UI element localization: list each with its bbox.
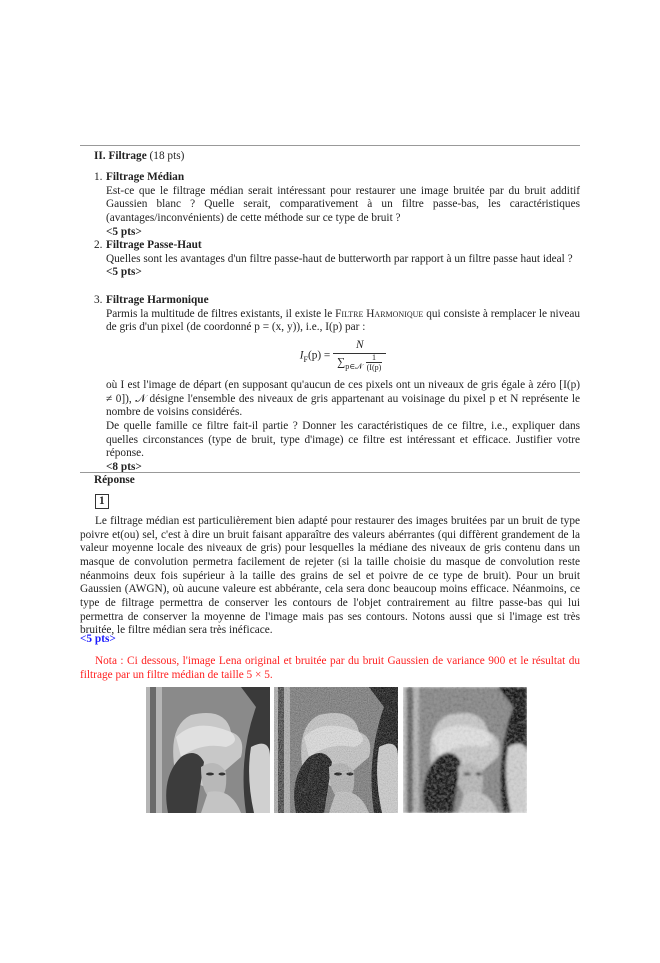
answer-points: <5 pts>: [80, 633, 116, 645]
formula-arg: (p) =: [307, 349, 334, 362]
text: Parmis la multitude de filtres existants, il existe le: [106, 307, 336, 320]
lena-median-filtered-image: [403, 687, 527, 813]
inner-denominator: (I(p): [366, 362, 382, 372]
answer-title-text: Réponse: [94, 474, 135, 486]
question-1: [94, 171, 580, 239]
section-title: II. Filtrage: [94, 150, 147, 162]
answer-box: [95, 494, 109, 509]
nota: Nota : Ci dessous, l'image Lena original et bruitée par du bruit Gaussien de variance 900 et le résultat du filtrage par un filtre médian de taille 5 × 5.: [80, 655, 580, 681]
question-points: <5 pts>: [106, 266, 142, 279]
filter-name: Filtre Harmonique: [335, 307, 424, 320]
question-body-intro: [106, 308, 580, 335]
text: qui consiste à remplacer le niveau de gris d'un pixel (de coordonné p = (x, y)), i.e., I(p) par :: [106, 307, 581, 334]
inner-numerator: 1: [371, 352, 376, 362]
question-3: [94, 294, 581, 475]
answer-paragraph: Le filtrage médian est particulièrement bien adapté pour restaurer des images bruitées par un bruit de type poivre et(ou) sel, c'est à dire un bruit faisant apparaître des valeurs abérrantes (qui diffèrent grandement de la valeur moyenne locale des niveaux de gris) pour lesquelles la médiane des niveaux de gris contenu dans un masque de convolution permetra facilement de rejeter (si la taille choisie du masque de convolution reste néanmoins deux fois supérieur à la taille des grains de sel et poivre de ce type de bruit). Pour un bruit Gaussien (AWGN), où aucune valeure est abbérante, cela sera donc beaucoup moins efficace. Néanmoins, ce type de filtrage permettra de conserver les contours de l'objet contrairement au filtre passe-bas qui lui permettra de conserver la moyenne de l'image mais pas ses contours. Notons aussi que si l'image est très bruitée, le filtre médian sera très inéficace.: [80, 515, 580, 637]
sum-subscript: p∈𝒩: [345, 361, 363, 371]
section-points: (18 pts): [149, 150, 185, 162]
question-body-explanation: où I est l'image de départ (en supposant qu'aucun de ces pixels ont un niveaux de gris égale à zéro [I(p) ≠ 0]), 𝒩 désigne l'ensemble des niveaux de gris appartenant au voisinage du pixel p et N représente le nombre de voisins considérés.: [106, 379, 580, 419]
question-2: [94, 239, 580, 280]
formula: [106, 339, 580, 373]
question-number: 1.: [94, 171, 103, 183]
formula-denominator: [333, 353, 386, 374]
formula-numerator: N: [355, 338, 364, 351]
top-rule: [80, 145, 580, 146]
formula-fraction: [333, 339, 386, 373]
question-title: Filtrage Passe-Haut: [106, 239, 202, 251]
lena-original-image: [146, 687, 270, 813]
section-heading: [94, 150, 184, 164]
answer-title: [94, 474, 135, 488]
inner-fraction: [366, 354, 383, 372]
question-number: 3.: [94, 294, 103, 306]
question-title: Filtrage Harmonique: [106, 294, 209, 306]
question-body: Est-ce que le filtrage médian serait intéressant pour restaurer une image bruitée par du bruit additif Gaussien blanc ? Quelle serait, comparativement à un filtre passe-bas, les caractéristiques (avantages/inconvénients) de cette méthode sur ce type de bruit ?: [106, 184, 580, 224]
lena-noisy-image: [274, 687, 398, 813]
question-points: <5 pts>: [106, 225, 142, 238]
question-body-task: De quelle famille ce filtre fait-il partie ? Donner les caractéristiques de ce filtre, i.e., expliquer dans quelles circonstances (type de bruit, type d'image) ce filtre est intéressant et efficace. Justifier votre réponse.: [106, 420, 580, 460]
formula-subscript: F: [303, 354, 308, 364]
question-points: <8 pts>: [106, 461, 142, 474]
answer-number-box: 1: [95, 494, 109, 509]
sum-symbol: ∑: [337, 356, 346, 369]
formula-lhs: I: [299, 349, 304, 362]
question-title: Filtrage Médian: [106, 171, 185, 183]
answer-rule: [80, 472, 580, 473]
question-body: Quelles sont les avantages d'un filtre passe-haut de butterworth par rapport à un filtre passe haut ideal ?: [106, 252, 573, 265]
question-number: 2.: [94, 239, 103, 251]
